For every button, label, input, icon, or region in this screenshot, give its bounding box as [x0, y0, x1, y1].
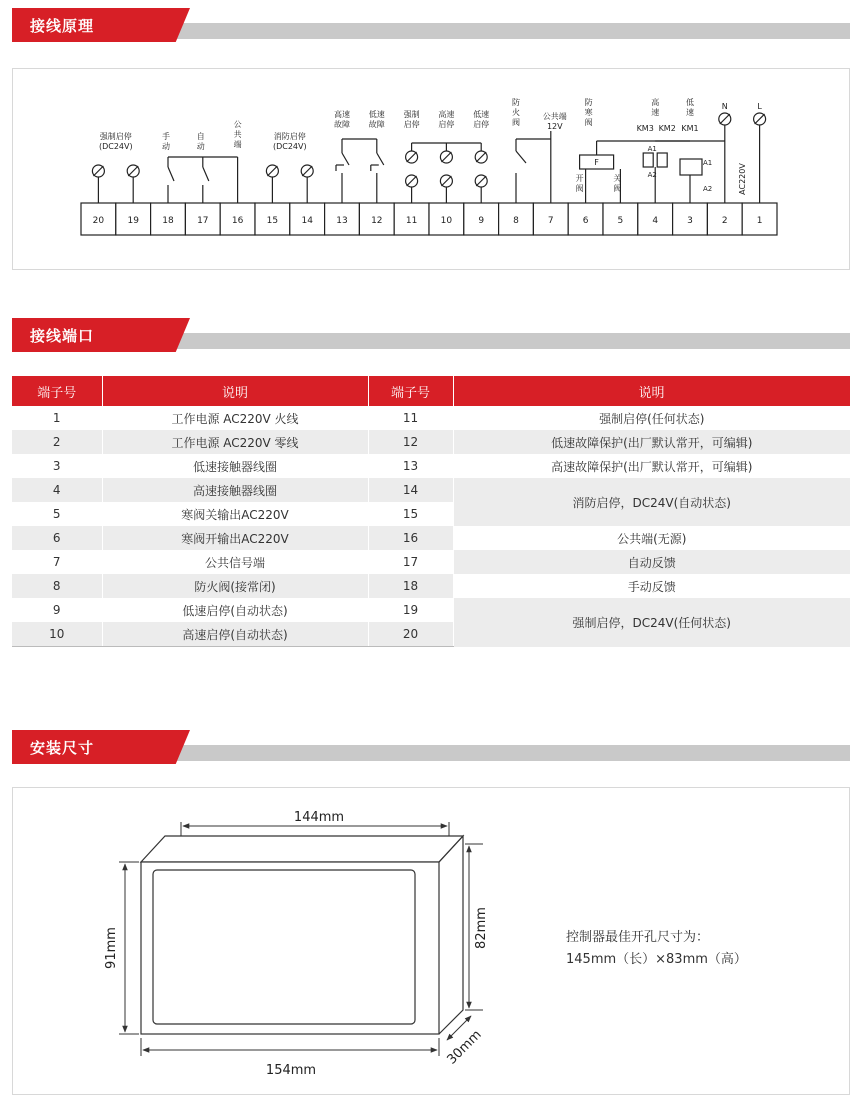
- terminal-number: 19: [127, 216, 139, 226]
- port-no: 13: [368, 454, 453, 478]
- header-bar: [172, 333, 850, 349]
- terminal-number: 1: [756, 216, 763, 226]
- table-row: [12, 406, 850, 430]
- port-no: 10: [12, 622, 102, 647]
- label-km1: KM1: [681, 124, 699, 133]
- port-no: 20: [368, 622, 453, 647]
- terminal-number: 3: [687, 216, 693, 226]
- label-144mm: 144mm: [293, 810, 345, 825]
- port-desc: 高速启停(自动状态): [102, 622, 368, 647]
- label-smoke-valve: 寒: [584, 108, 593, 117]
- terminal-number: 18: [162, 216, 174, 226]
- port-no: 14: [368, 478, 453, 502]
- label-hs-stop: 高速: [438, 110, 455, 119]
- port-no: 19: [368, 598, 453, 622]
- label-force-stop: 强制启停: [99, 132, 132, 141]
- wire: [342, 153, 349, 165]
- port-no: 4: [12, 478, 102, 502]
- port-no: 6: [12, 526, 102, 550]
- port-no: 11: [368, 406, 453, 430]
- label-close: 关: [613, 174, 622, 183]
- wire: [203, 167, 209, 181]
- label-km3: KM3: [636, 124, 654, 133]
- terminal-number: 11: [405, 216, 418, 226]
- label-force: 启停: [403, 120, 420, 129]
- table-header-row: [12, 376, 850, 406]
- port-no: 17: [368, 550, 453, 574]
- table-row: [12, 430, 850, 454]
- label-high: 速: [651, 108, 660, 117]
- terminal-number: 15: [266, 216, 279, 226]
- label-fire-stop-dc: (DC24V): [272, 142, 307, 151]
- terminal-number: 9: [478, 216, 485, 226]
- wiring-diagram: [13, 69, 849, 269]
- header-bar: [172, 23, 850, 39]
- label-close: 阀: [613, 184, 622, 193]
- km3-coil: [643, 153, 653, 167]
- label-manual: 动: [162, 142, 170, 151]
- section-header-install: [12, 730, 850, 764]
- port-desc: 低速启停(自动状态): [102, 598, 368, 622]
- label-smoke-valve: 防: [584, 98, 593, 107]
- section-title: 接线原理: [30, 17, 95, 35]
- port-no: 16: [368, 526, 453, 550]
- terminal-number: 12: [371, 216, 383, 226]
- label-hs-fault: 高速: [334, 110, 350, 119]
- port-no: 18: [368, 574, 453, 598]
- port-desc: 公共信号端: [102, 550, 368, 574]
- terminal-number: 17: [197, 216, 209, 226]
- terminal-number: 14: [301, 216, 313, 226]
- label-a2: A2: [703, 185, 713, 193]
- label-coil-f: F: [594, 158, 599, 167]
- port-no: 3: [12, 454, 102, 478]
- terminal-number: 6: [582, 216, 589, 226]
- label-n: N: [721, 102, 728, 111]
- label-force: 强制: [403, 110, 420, 119]
- label-154mm: 154mm: [265, 1063, 317, 1078]
- port-desc: 自动反馈: [453, 550, 850, 574]
- terminal-number: 13: [336, 216, 348, 226]
- cutout-note-line1: 控制器最佳开孔尺寸为：: [566, 930, 710, 945]
- port-no: 15: [368, 502, 453, 526]
- label-high: 高: [651, 98, 660, 107]
- label-manual: 手: [162, 132, 170, 141]
- install-dimensions-panel: [12, 787, 850, 1095]
- port-desc: 工作电源 AC220V 火线: [102, 406, 368, 430]
- port-desc: 消防启停，DC24V(自动状态): [453, 478, 850, 526]
- port-desc: 低速接触器线圈: [102, 454, 368, 478]
- dimension-drawing: [13, 788, 849, 1094]
- label-low: 低: [686, 98, 694, 107]
- wire: [168, 167, 174, 181]
- port-desc: 强制启停(任何状态): [453, 406, 850, 430]
- terminal-number: 20: [92, 216, 105, 226]
- wire: [377, 153, 384, 165]
- port-desc: 强制启停，DC24V(任何状态): [453, 598, 850, 647]
- table-row: [12, 454, 850, 478]
- label-common: 共: [233, 130, 242, 139]
- label-ac220v: AC220V: [737, 163, 747, 195]
- label-smoke-valve: 阀: [584, 118, 593, 127]
- port-desc: 公共端(无源): [453, 526, 850, 550]
- port-no: 7: [12, 550, 102, 574]
- terminal-number: 4: [652, 216, 659, 226]
- label-hs-fault: 故障: [334, 120, 350, 129]
- label-fire-valve: 防: [512, 98, 520, 107]
- section-title: 安装尺寸: [30, 739, 95, 757]
- label-common: 公: [233, 120, 242, 129]
- label-common: 端: [233, 140, 242, 149]
- km2-coil: [657, 153, 667, 167]
- port-desc: 防火阀(接常闭): [102, 574, 368, 598]
- label-ls-fault: 低速: [368, 110, 385, 119]
- dimension-154: [141, 1038, 439, 1056]
- label-ls-fault: 故障: [368, 120, 385, 129]
- port-desc: 高速接触器线圈: [102, 478, 368, 502]
- header-desc: 说明: [102, 376, 368, 406]
- controller-outline: [141, 836, 463, 1034]
- table-row: [12, 478, 850, 502]
- port-desc: 高速故障保护(出厂默认常开，可编辑): [453, 454, 850, 478]
- dimension-91: [119, 862, 139, 1034]
- port-no: 2: [12, 430, 102, 454]
- label-fire-stop: 消防启停: [273, 132, 306, 141]
- label-a1: A1: [703, 159, 713, 167]
- label-91mm: 91mm: [104, 927, 119, 969]
- port-no: 9: [12, 598, 102, 622]
- table-row: [12, 574, 850, 598]
- terminal-number: 2: [721, 216, 728, 226]
- label-ls-stop: 启停: [473, 120, 490, 129]
- km1-coil: [680, 159, 702, 175]
- section-header-wiring: [12, 8, 850, 42]
- port-no: 12: [368, 430, 453, 454]
- terminal-number: 16: [231, 216, 244, 226]
- label-fire-valve: 阀: [512, 118, 520, 127]
- label-hs-stop: 启停: [438, 120, 455, 129]
- label-l: L: [757, 102, 762, 111]
- table-row: [12, 598, 850, 622]
- header-desc: 说明: [453, 376, 850, 406]
- header-port-no: 端子号: [12, 376, 102, 406]
- label-auto: 动: [196, 142, 205, 151]
- label-km2: KM2: [658, 124, 676, 133]
- label-a1: A1: [647, 145, 657, 153]
- label-force-stop-dc: (DC24V): [98, 142, 133, 151]
- port-no: 1: [12, 406, 102, 430]
- terminal-number: 10: [440, 216, 453, 226]
- cutout-note-line2: 145mm（长）×83mm（高）: [566, 952, 747, 967]
- ports-table: [12, 376, 851, 647]
- header-bar: [172, 745, 850, 761]
- terminal-number: 8: [513, 216, 519, 226]
- port-desc: 工作电源 AC220V 零线: [102, 430, 368, 454]
- port-no: 8: [12, 574, 102, 598]
- header-port-no: 端子号: [368, 376, 453, 406]
- table-row: [12, 550, 850, 574]
- terminal-number: 7: [547, 216, 554, 226]
- label-low: 速: [686, 108, 694, 117]
- label-common-12v: 公共端: [542, 112, 567, 121]
- wiring-diagram-panel: [12, 68, 850, 270]
- port-desc: 低速故障保护(出厂默认常开，可编辑): [453, 430, 850, 454]
- label-a2: A2: [647, 171, 657, 179]
- port-no: 5: [12, 502, 102, 526]
- port-desc: 寒阀关输出AC220V: [102, 502, 368, 526]
- port-desc: 手动反馈: [453, 574, 850, 598]
- label-common-12v: 12V: [546, 122, 563, 131]
- label-ls-stop: 低速: [473, 110, 490, 119]
- port-desc: 寒阀开输出AC220V: [102, 526, 368, 550]
- label-30mm: 30mm: [444, 1027, 485, 1068]
- label-open: 阀: [575, 184, 584, 193]
- label-fire-valve: 火: [512, 108, 520, 117]
- terminal-number: 5: [617, 216, 624, 226]
- wire: [516, 151, 526, 163]
- section-title: 接线端口: [30, 327, 95, 345]
- label-82mm: 82mm: [474, 907, 489, 949]
- label-auto: 自: [196, 132, 205, 141]
- section-header-ports: [12, 318, 850, 352]
- label-open: 开: [575, 174, 584, 183]
- table-row: [12, 526, 850, 550]
